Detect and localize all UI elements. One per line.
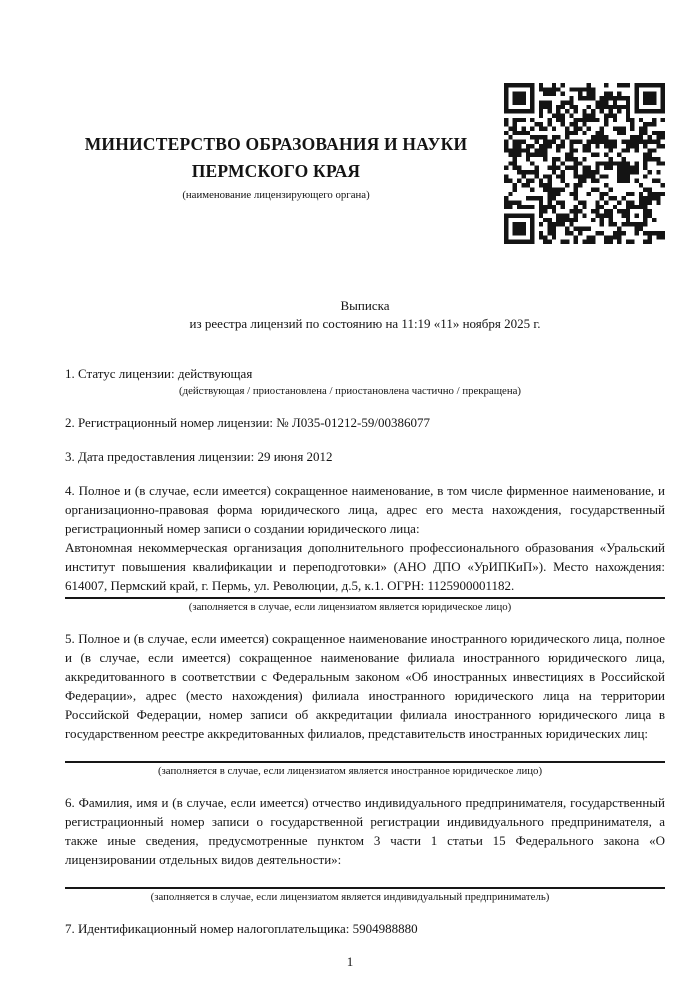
item-taxpayer-id <box>65 919 665 938</box>
registration-number-text: 2. Регистрационный номер лицензии: № Л035-01212-59/00386077 <box>65 415 431 430</box>
legal-entity-value: Автономная некоммерческая организация дополнительного профессионального образования «Уральский институт повышения квалификации и переподготовки» (АНО ДПО «УрИПКиП»). Место нахождения: 614007, Пермский край, г. Пермь, ул. Революции, д.5, к.1. ОГРН: 1125900001182. <box>65 540 665 593</box>
qr-code <box>504 83 665 244</box>
entrepreneur-prompt: 6. Фамилия, имя и (в случае, если имеется) отчество индивидуального предпринимателя, государственный регистрационный номер записи о государственной регистрации индивидуального предпринимателя, а также иные сведения, предусмотренные пунктом 3 части 1 статьи 15 Федерального закона «О лицензировании отдельных видов деятельности»: <box>65 795 665 867</box>
qr-code-icon <box>504 83 665 244</box>
document-title <box>65 297 665 333</box>
license-status-caption: (действующая / приостановлена / приостановлена частично / прекращена) <box>179 385 521 397</box>
entrepreneur-caption: (заполняется в случае, если лицензиатом является индивидуальный предприниматель) <box>150 891 550 903</box>
item-entrepreneur <box>65 793 665 904</box>
legal-entity-prompt: 4. Полное и (в случае, если имеется) сокращенное наименование, в том числе фирменное наименование, и организационно-правовая форма юридического лица, адрес его места нахождения, государственный регистрационный номер записи о создании юридического лица: <box>65 483 665 536</box>
license-status-text: 1. Статус лицензии: действующая <box>65 366 253 381</box>
item-registration-number <box>65 413 665 432</box>
item-legal-entity <box>65 481 665 614</box>
legal-entity-caption: (заполняется в случае, если лицензиатом является юридическое лицо) <box>188 601 512 613</box>
page-number: 1 <box>346 954 354 969</box>
foreign-entity-divider <box>65 761 665 763</box>
item-foreign-entity <box>65 629 665 778</box>
item-license-status <box>65 364 665 398</box>
document-title-line2: из реестра лицензий по состоянию на 11:19 «11» ноября 2025 г. <box>189 316 541 331</box>
foreign-entity-caption: (заполняется в случае, если лицензиатом является иностранное юридическое лицо) <box>157 765 543 777</box>
item-grant-date <box>65 447 665 466</box>
grant-date-text: 3. Дата предоставления лицензии: 29 июня 2012 <box>65 449 333 464</box>
document-body <box>65 364 665 971</box>
foreign-entity-prompt: 5. Полное и (в случае, если имеется) сокращенное наименование иностранного юридического лица, полное и (в случае, если имеется) сокращенное наименование филиала иностранного юридического лица, аккредитованного в соответствии с Федеральным законом «Об иностранных инвестициях в Российской Федерации», адрес (место нахождения) филиала иностранного юридического лица на территории Российской Федерации, номер записи об аккредитации филиала иностранного юридического лица в государственном реестре аккредитованных филиалов, представительств иностранных юридических лиц: <box>65 631 665 741</box>
legal-entity-divider <box>65 597 665 599</box>
ministry-name-line1: МИНИСТЕРСТВО ОБРАЗОВАНИЯ И НАУКИ <box>84 134 468 154</box>
ministry-caption: (наименование лицензирующего органа) <box>182 189 370 201</box>
ministry-header <box>40 131 512 202</box>
taxpayer-id-text: 7. Идентификационный номер налогоплательщика: 5904988880 <box>65 921 418 936</box>
document-title-line1: Выписка <box>340 298 390 313</box>
entrepreneur-divider <box>65 887 665 889</box>
ministry-name-line2: ПЕРМСКОГО КРАЯ <box>191 161 361 181</box>
